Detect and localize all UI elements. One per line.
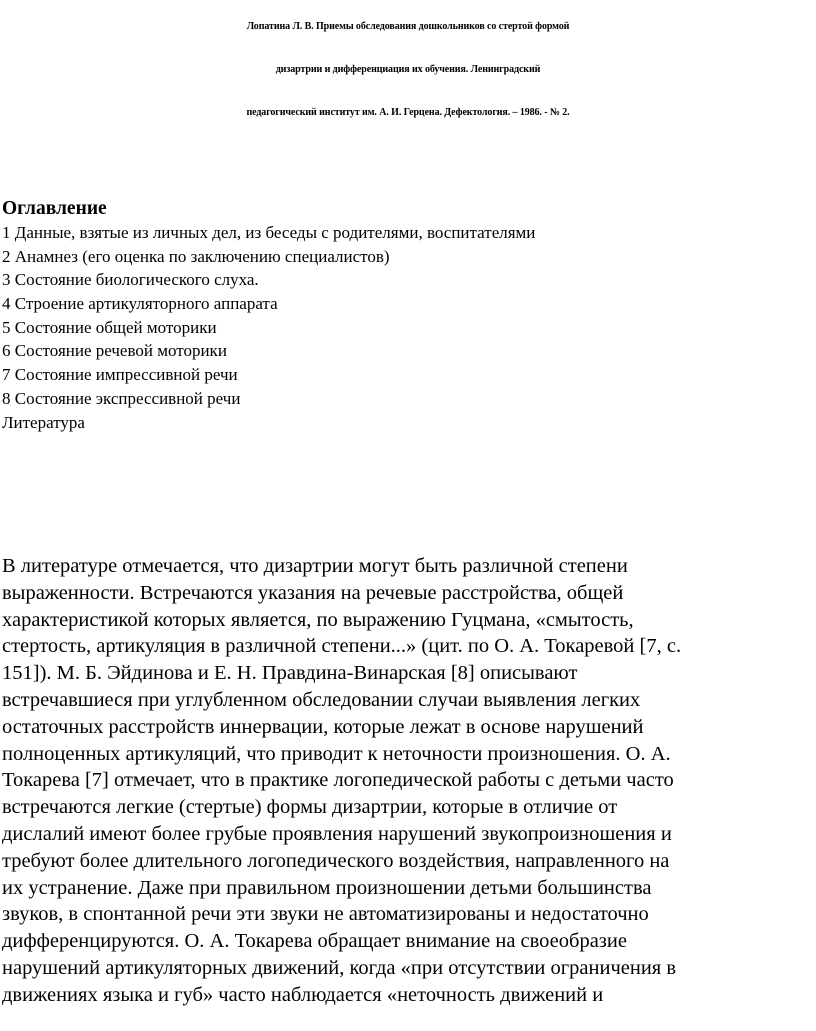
- title-line: дизартрии и дифференциация их обучения. Ленинградский: [275, 64, 541, 75]
- toc-item-literature: Литература: [2, 412, 85, 432]
- paragraph-line: нарушений артикуляторных движений, когда «при отсутствии ограничения в: [2, 956, 677, 979]
- toc-item: 7 Состояние импрессивной речи: [2, 365, 238, 385]
- toc-heading: Оглавление: [2, 198, 107, 219]
- paragraph-line: стертость, артикуляция в различной степени...» (цит. по О. А. Токаревой [7, с.: [2, 635, 682, 658]
- title-line: педагогический институт им. А. И. Герцена. Дефектология. – 1986. - № 2.: [246, 107, 570, 118]
- paragraph-line: характеристикой которых является, по выражению Гуцмана, «смытость,: [2, 608, 634, 631]
- paragraph-line: движениях языка и губ» часто наблюдается «неточность движений и: [2, 983, 604, 1006]
- toc-item: 6 Состояние речевой моторики: [2, 341, 227, 361]
- toc-list: [2, 221, 802, 434]
- toc-item: 8 Состояние экспрессивной речи: [2, 388, 241, 408]
- toc-item: 4 Строение артикуляторного аппарата: [2, 294, 278, 314]
- paragraph-line: полноценных артикуляций, что приводит к неточности произношения. О. А.: [2, 742, 671, 765]
- paragraph-line: В литературе отмечается, что дизартрии могут быть различной степени: [2, 555, 628, 577]
- toc-item: 3 Состояние биологического слуха.: [2, 270, 259, 290]
- toc-item: 5 Состояние общей моторики: [2, 317, 217, 337]
- paragraph-line: выраженности. Встречаются указания на речевые расстройства, общей: [2, 581, 624, 604]
- table-of-contents: [2, 197, 802, 434]
- title-line: Лопатина Л. В. Приемы обследования дошкольников со стертой формой: [246, 21, 570, 32]
- paragraph-line: требуют более длительного логопедического воздействия, направленного на: [2, 849, 670, 872]
- paragraph-line: дифференцируются. О. А. Токарева обращает внимание на своеобразие: [2, 930, 627, 953]
- paragraph-line: их устранение. Даже при правильном произношении детьми большинства: [2, 876, 652, 899]
- paragraph-line: дислалий имеют более грубые проявления нарушений звукопроизношения и: [2, 822, 672, 845]
- toc-item: 1 Данные, взятые из личных дел, из беседы с родителями, воспитателями: [2, 223, 536, 242]
- document-title: [0, 5, 816, 134]
- paragraph-line: 151]). М. Б. Эйдинова и Е. Н. Правдина-Винарская [8] описывают: [2, 662, 578, 685]
- paragraph-line: встречаются легкие (стертые) формы дизартрии, которые в отличие от: [2, 796, 618, 819]
- paragraph-line: Токарева [7] отмечает, что в практике логопедической работы с детьми часто: [2, 769, 674, 792]
- body-paragraph: [2, 553, 814, 1009]
- paragraph-line: остаточных расстройств иннервации, которые лежат в основе нарушений: [2, 715, 644, 738]
- paragraph-line: встречавшиеся при углубленном обследовании случаи выявления легких: [2, 688, 641, 711]
- paragraph-line: звуков, в спонтанной речи эти звуки не автоматизированы и недостаточно: [2, 903, 649, 926]
- toc-item: 2 Анамнез (его оценка по заключению специалистов): [2, 246, 390, 266]
